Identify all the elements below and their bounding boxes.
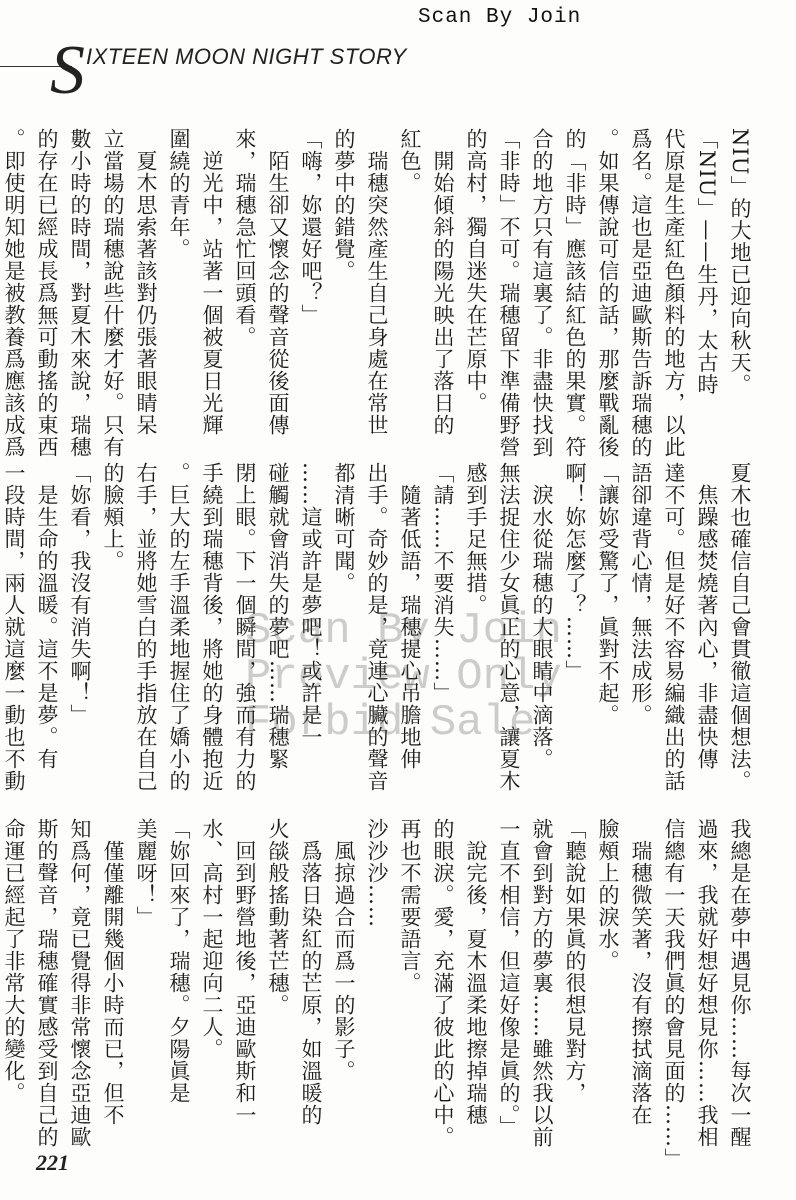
watermark (245, 608, 575, 746)
scan-credit: Scan By Join (418, 6, 582, 29)
watermark-line: Scan By Join (245, 606, 562, 656)
running-header (0, 32, 796, 109)
header-title: IXTEEN MOON NIGHT STORY (86, 44, 407, 69)
watermark-line: Preview Only (245, 652, 562, 702)
watermark-line: Forbid Sale (245, 698, 536, 748)
page-number: 221 (36, 1150, 69, 1175)
text-section-bottom: 我總是在夢中遇見你……每次一醒 過來，我就好想好想見你……我相 信總有一天我們眞的會見面的……」 瑞穗微笑著，沒有擦拭滴落在 臉頰上的淚水。 「聽說如果眞的很想見對方， 就會到對方的夢裏……雖然我以前 一直不相信，但這好像是眞的。」 說完後，夏木溫柔地擦掉瑞穗 的眼淚。愛，充滿了彼此的心中。 再也不需要語言。 沙沙沙…… 風掠過合而爲一的影子。 爲落日染紅的芒原，如溫暖的 火燄般搖動著芒穗。 回到野營地後，亞迪歐斯和一 水、高村一起迎向二人。 「妳回來了，瑞穗。夕陽眞是 美麗呀！」 僅僅離開幾個小時而已，但不 知爲何，竟已覺得非常懷念亞迪歐 斯的聲音，瑞穗確實感受到自己的 命運已經起了非常大的變化。 (2, 818, 752, 1170)
text-section-top: NIU」的大地已迎向秋天。 「NIU」——生丹，太古時 代原是生產紅色顏料的地方，以此 爲名。這也是亞迪歐斯告訴瑞穗的 。如果傳說可信的話，那麼戰亂後 的「非時」應該結紅色的果實。符 合的地方只有這裏了。非盡快找到 「非時」不可。瑞穗留下準備野營 的高村，獨自迷失在芒原中。 開始傾斜的陽光映出了落日的 紅色。 瑞穗突然產生自己身處在常世 的夢中的錯覺。 「嗨，妳還好吧？」 陌生卻又懷念的聲音從後面傳 來，瑞穗急忙回頭看。 逆光中，站著一個被夏日光輝 圍繞的青年。 夏木思索著該對仍張著眼睛呆 立當場的瑞穗說些什麼才好。只有 數小時的時間，對夏木來說，瑞穗 的存在已經成長爲無可動搖的東西 。即使明知她是被教養爲應該成爲 (2, 128, 752, 458)
header-initial: S (50, 32, 85, 109)
text-section-middle: 夏木也確信自己會貫徹這個想法。 焦躁感焚燒著內心，非盡快傳 達不可。但是好不容易編織出的話 語卻違背心情，無法成形。 「讓妳受驚了，眞對不起。 啊！妳怎麼了？……」 淚水從瑞穗的大眼睛中滴落。 無法捉住少女眞正的心意，讓夏木 感到手足無措。 「請……不要消失……」 隨著低語，瑞穗提心吊膽地伸 出手。奇妙的是，竟連心臟的聲音 都清晰可聞。 ……這或許是夢吧！或許是一 碰觸就會消失的夢吧……瑞穗緊 閉上眼。下一個瞬間，強而有力的 手繞到瑞穗背後，將她的身體抱近 。巨大的左手溫柔地握住了嬌小的 右手，並將她雪白的手指放在自己 的臉頰上。 「妳看，我沒有消失啊！」 是生命的溫暖。這不是夢。有 一段時間，兩人就這麼一動也不動 (2, 462, 752, 792)
